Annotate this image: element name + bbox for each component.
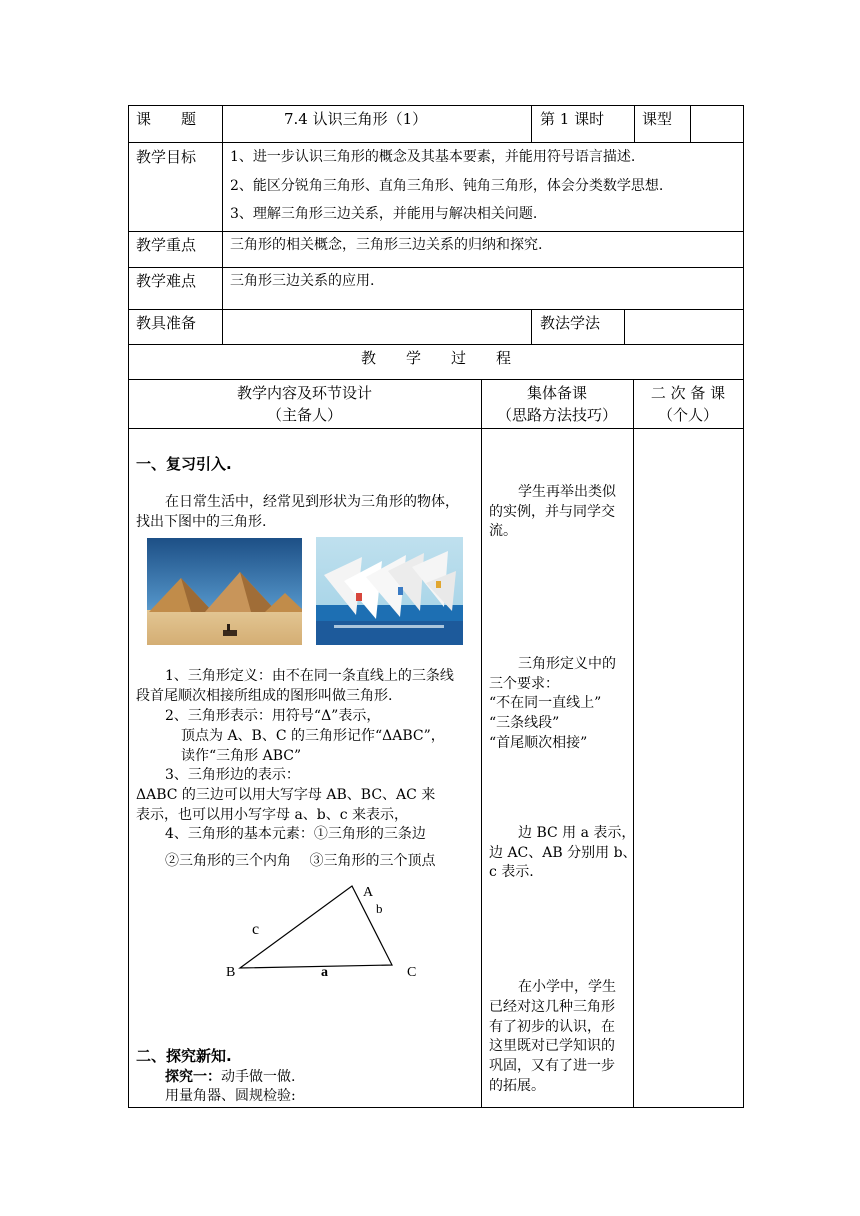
- paragraph-line: 用量角器、圆规检验:: [165, 1088, 296, 1104]
- explore-label: 探究一：: [165, 1069, 221, 1085]
- note-line: 边 AC、AB 分别用 b、: [489, 845, 637, 861]
- rule: [128, 231, 744, 232]
- paragraph-line: 在日常生活中，经常见到形状为三角形的物体，: [165, 494, 459, 510]
- rule: [634, 105, 635, 143]
- difficulty-label: 教学难点: [136, 272, 197, 290]
- rule: [690, 105, 691, 143]
- method-label: 教法学法: [540, 314, 601, 332]
- rule: [481, 379, 482, 1108]
- collective-column-subheader: （思路方法技巧）: [496, 406, 617, 424]
- difficulty-text: 三角形三边关系的应用.: [230, 273, 375, 289]
- pyramids-photo: [147, 538, 302, 645]
- note-line: 已经对这几种三角形: [489, 999, 615, 1015]
- rule: [128, 267, 744, 268]
- second-column-subheader: （个人）: [657, 406, 718, 424]
- lesson-title: 7.4 认识三角形（1）: [284, 110, 428, 128]
- goal-item: 3、理解三角形三边关系，并能用与解决相关问题.: [230, 206, 538, 222]
- note-line: 的实例，并与同学交: [489, 504, 615, 520]
- rule: [743, 105, 744, 1108]
- note-line: 巩固，又有了进一步: [489, 1058, 615, 1074]
- vertex-b-label: B: [226, 965, 236, 980]
- paragraph-line: 找出下图中的三角形.: [136, 514, 267, 530]
- lesson-number: 第 1 课时: [540, 110, 605, 128]
- note-line: “三条线段”: [489, 715, 560, 731]
- note-line: 这里既对已学知识的: [489, 1038, 615, 1054]
- rule: [128, 1107, 744, 1108]
- paragraph-line: 读作“三角形 ABC”: [181, 748, 302, 764]
- tools-label: 教具准备: [136, 314, 197, 332]
- note-line: “首尾顺次相接”: [489, 735, 588, 751]
- ke-ti-label: 课 题: [136, 110, 197, 128]
- paragraph-line: 3、三角形边的表示：: [165, 767, 300, 783]
- key-point-label: 教学重点: [136, 236, 197, 254]
- paragraph-line: ②三角形的三个内角 ③三角形的三个顶点: [165, 853, 436, 869]
- paragraph-line: 2、三角形表示：用符号“Δ”表示，: [165, 708, 381, 724]
- rule: [531, 105, 532, 143]
- rule: [222, 105, 223, 345]
- rule: [633, 379, 634, 1108]
- explore-text: 动手做一做.: [221, 1069, 296, 1085]
- paragraph-line: 表示，也可以用小写字母 a、b、c 来表示，: [136, 807, 409, 823]
- paragraph-line: ΔABC 的三边可以用大写字母 AB、BC、AC 来: [136, 787, 436, 803]
- note-line: 学生再举出类似: [518, 484, 616, 500]
- second-column-header: 二 次 备 课: [650, 384, 726, 402]
- note-line: 三角形定义中的: [518, 656, 616, 672]
- sailboats-photo: [316, 537, 463, 645]
- rule: [128, 309, 744, 310]
- collective-column-header: 集体备课: [526, 384, 587, 402]
- side-b-label: b: [376, 901, 383, 916]
- rule: [531, 309, 532, 345]
- paragraph-line: 段首尾顺次相接所组成的图形叫做三角形.: [136, 688, 393, 704]
- goals-label: 教学目标: [136, 148, 197, 166]
- lesson-type-label: 课型: [642, 110, 673, 128]
- rule: [128, 105, 129, 1108]
- paragraph-line: [165, 1068, 295, 1086]
- section-heading: 二、探究新知.: [136, 1047, 232, 1065]
- note-line: c 表示.: [489, 864, 534, 880]
- paragraph-line: 顶点为 A、B、C 的三角形记作“ΔABC”，: [181, 728, 445, 744]
- note-line: 三个要求：: [489, 676, 559, 692]
- section-heading: 一、复习引入.: [136, 455, 232, 473]
- paragraph-line: 4、三角形的基本元素：①三角形的三条边: [165, 826, 426, 842]
- note-line: 有了初步的认识，在: [489, 1019, 615, 1035]
- rule: [128, 142, 744, 143]
- note-line: 的拓展。: [489, 1078, 545, 1094]
- paragraph-line: 1、三角形定义：由不在同一条直线上的三条线: [165, 668, 454, 684]
- side-c-label: c: [252, 921, 260, 938]
- rule: [128, 428, 744, 429]
- note-line: 在小学中，学生: [518, 979, 616, 995]
- goal-item: 1、进一步认识三角形的概念及其基本要素，并能用符号语言描述.: [230, 149, 636, 165]
- vertex-c-label: C: [407, 965, 417, 980]
- main-column-subheader: （主备人）: [266, 406, 342, 424]
- rule: [624, 309, 625, 345]
- note-line: 边 BC 用 a 表示，: [518, 825, 636, 841]
- rule: [128, 105, 744, 106]
- main-column-header: 教学内容及环节设计: [236, 384, 372, 402]
- key-point-text: 三角形的相关概念，三角形三边关系的归纳和探究.: [230, 237, 543, 253]
- rule: [128, 344, 744, 345]
- side-a-label: a: [321, 965, 328, 980]
- goal-item: 2、能区分锐角三角形、直角三角形、钝角三角形，体会分类数学思想.: [230, 178, 664, 194]
- vertex-a-label: A: [363, 885, 374, 900]
- note-line: “不在同一直线上”: [489, 695, 602, 711]
- triangle-diagram: [220, 876, 430, 986]
- note-line: 流。: [489, 523, 517, 539]
- process-title: 教 学 过 程: [360, 349, 511, 367]
- rule: [128, 379, 744, 380]
